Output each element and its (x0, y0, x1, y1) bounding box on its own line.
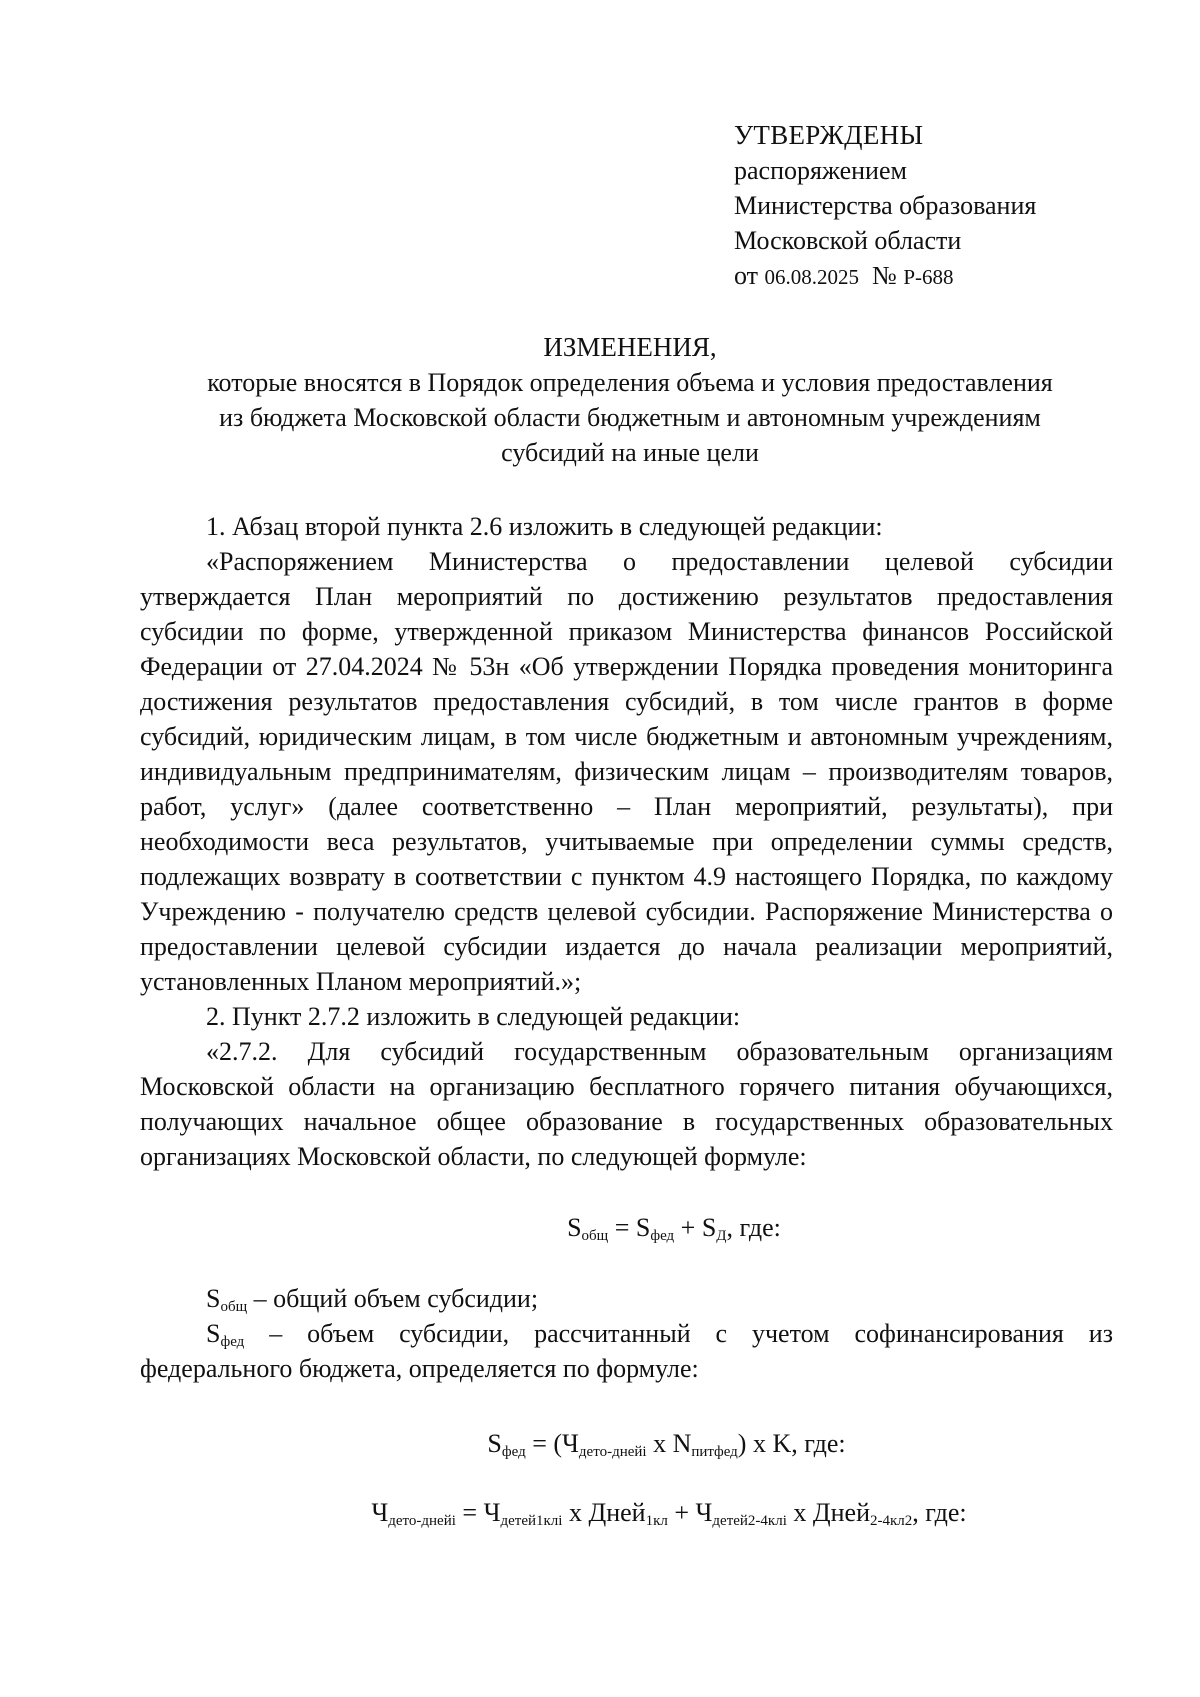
paragraph-3: 2. Пункт 2.7.2 изложить в следующей редакции: (206, 1002, 741, 1031)
definition-federal: $S_{фед}$ – объем субсидии, рассчитанный с учетом софинансирования из федерального бюджета, определяется по формуле: (140, 1319, 1113, 1383)
formula-federal: $S_{фед} = (Ч_{дето-днейi}$ x $N_{питфед}$) x K, где: (487, 1429, 846, 1460)
heading-title: ИЗМЕНЕНИЯ, (543, 332, 717, 362)
document-body (140, 509, 1113, 1530)
approval-line: Московской области (734, 226, 962, 255)
definition-total: $S_{общ}$ – общий объем субсидии; (206, 1284, 539, 1315)
heading-line: субсидий на иные цели (501, 438, 759, 467)
approval-number-sign: № (872, 261, 897, 290)
approval-line: Министерства образования (734, 191, 1037, 220)
approval-date-line (734, 258, 1154, 295)
approval-number: Р-688 (903, 265, 954, 289)
approval-title: УТВЕРЖДЕНЫ (734, 120, 924, 150)
approval-date: 06.08.2025 (764, 265, 860, 289)
approval-from: от (734, 261, 759, 290)
approval-stamp-block (734, 118, 1154, 295)
paragraph-4: «2.7.2. Для субсидий государственным образовательным организациям Московской области на организацию бесплатного горячего питания обучающихся, получающих начальное общее образование в государственных образовательных организациях Московской области, по следующей формуле: (140, 1037, 1113, 1171)
approval-line: распоряжением (734, 156, 907, 185)
formula-child-days: $Ч_{дето-днейi} = Ч_{детей1клi}$ x Дней$_{1кл}$ + $Ч_{детей2-4клi}$ x Дней$_{2-4кл2}$, где: (371, 1498, 967, 1529)
paragraph-2: «Распоряжением Министерства о предоставлении целевой субсидии утверждается План мероприятий по достижению результатов предоставления субсидии по форме, утвержденной приказом Министерства финансов Российской Федерации от 27.04.2024 № 53н «Об утверждении Порядка проведения мониторинга достижения результатов предоставления субсидий, в том числе грантов в форме субсидий, юридическим лицам, в том числе бюджетным и автономным учреждениям, индивидуальным предпринимателям, физическим лицам – производителям товаров, работ, услуг» (далее соответственно – План мероприятий, результаты), при необходимости веса результатов, учитываемые при определении суммы средств, подлежащих возврату в соответствии с пунктом 4.9 настоящего Порядка, по каждому Учреждению - получателю средств целевой субсидии. Распоряжение Министерства о предоставлении целевой субсидии издается до начала реализации мероприятий, установленных Планом мероприятий.»; (140, 547, 1113, 996)
heading-line: из бюджета Московской области бюджетным и автономным учреждениям (219, 403, 1041, 432)
heading-line: которые вносятся в Порядок определения объема и условия предоставления (207, 368, 1053, 397)
paragraph-1: 1. Абзац второй пункта 2.6 изложить в следующей редакции: (206, 512, 883, 541)
formula-total: $S_{общ} = S_{фед} + S_Д$, где: (567, 1213, 781, 1244)
document-heading (140, 330, 1120, 470)
